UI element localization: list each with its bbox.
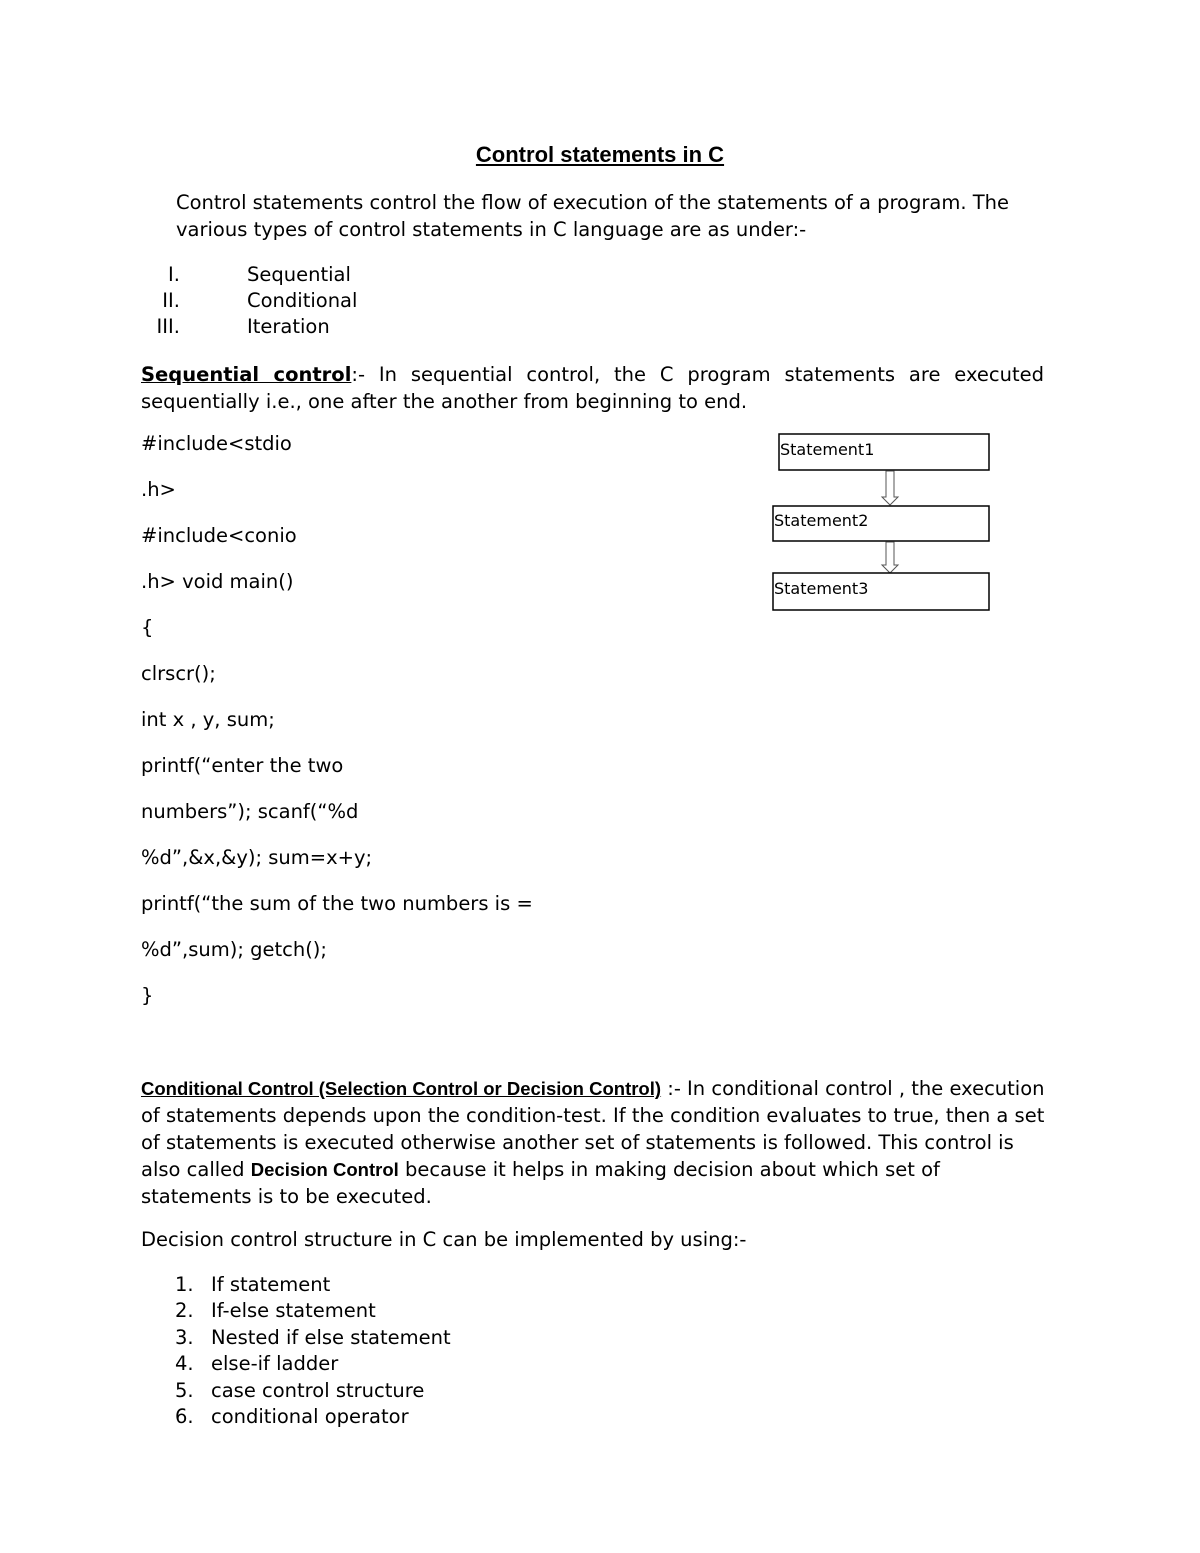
intro-paragraph: Control statements control the flow of execution of the statements of a program. The various types of control statements in C language are as under:- bbox=[176, 191, 1009, 241]
list-label: If-else statement bbox=[211, 1299, 376, 1323]
code-line: numbers”); scanf(“%d bbox=[141, 800, 359, 823]
decision-control-bold: Decision Control bbox=[250, 1159, 399, 1180]
list-number: III. bbox=[156, 315, 180, 338]
list-item bbox=[175, 1404, 451, 1430]
list-number: 4. bbox=[175, 1352, 194, 1376]
sequential-sep: :- bbox=[351, 363, 365, 386]
list-label: If statement bbox=[211, 1273, 331, 1296]
list-number: 1. bbox=[175, 1273, 194, 1296]
code-line: { bbox=[141, 616, 154, 639]
code-line: printf(“enter the two bbox=[141, 754, 344, 777]
list-item bbox=[175, 1325, 451, 1351]
list-label: Sequential bbox=[247, 263, 351, 286]
list-label: Iteration bbox=[247, 315, 330, 338]
conditional-heading: Conditional Control (Selection Control or Decision Control) bbox=[141, 1078, 662, 1099]
code-line: %d”,sum); getch(); bbox=[141, 938, 327, 961]
list-label: conditional operator bbox=[211, 1404, 409, 1428]
list-item bbox=[175, 1378, 451, 1404]
list-label: Nested if else statement bbox=[211, 1325, 451, 1349]
sequential-heading: Sequential control bbox=[141, 363, 352, 386]
flow-box-3-label: Statement3 bbox=[774, 579, 869, 598]
list-label: case control structure bbox=[211, 1378, 425, 1402]
conditional-text-1: :- In conditional control , the execution of statements depends upon the condition-test. If the condition evaluates to true, then a set of statements is executed otherwise another set of statements is followed. This control is also called bbox=[141, 1077, 1045, 1181]
decision-list bbox=[175, 1272, 451, 1430]
conditional-text-2: because it helps in making decision about which set of statements is to be executed. bbox=[141, 1158, 940, 1208]
list-number: 5. bbox=[175, 1378, 194, 1402]
list-number: II. bbox=[162, 289, 180, 312]
code-block bbox=[141, 431, 533, 1029]
list-item bbox=[175, 1272, 451, 1298]
code-line: .h> void main() bbox=[141, 570, 294, 593]
list-item bbox=[175, 1351, 451, 1377]
conditional-paragraph bbox=[141, 1075, 1051, 1210]
list-item bbox=[175, 1298, 451, 1324]
list-number: 2. bbox=[175, 1299, 194, 1323]
flow-box-1-label: Statement1 bbox=[780, 440, 875, 459]
sequential-text: In sequential control, the C program statements are executed sequentially i.e., one after the another from beginning to end. bbox=[141, 363, 1044, 413]
code-line: } bbox=[141, 984, 154, 1007]
list-number: I. bbox=[168, 263, 180, 286]
flow-arrow-1 bbox=[882, 471, 898, 505]
code-line: printf(“the sum of the two numbers is = bbox=[141, 892, 533, 915]
decision-intro: Decision control structure in C can be implemented by using:- bbox=[141, 1228, 747, 1251]
flow-box-2-label: Statement2 bbox=[774, 511, 869, 530]
list-number: 6. bbox=[175, 1404, 194, 1428]
list-label: Conditional bbox=[247, 289, 358, 312]
code-line: int x , y, sum; bbox=[141, 708, 275, 731]
code-line: #include<stdio bbox=[141, 432, 292, 455]
code-line: clrscr(); bbox=[141, 662, 216, 685]
flow-diagram bbox=[760, 425, 1000, 615]
page-title: Control statements in C bbox=[475, 142, 725, 167]
list-number: 3. bbox=[175, 1325, 194, 1349]
list-label: else-if ladder bbox=[211, 1352, 339, 1376]
code-line: .h> bbox=[141, 478, 176, 501]
code-line: %d”,&x,&y); sum=x+y; bbox=[141, 846, 373, 869]
code-line: #include<conio bbox=[141, 524, 297, 547]
sequential-paragraph bbox=[141, 361, 1044, 415]
flow-arrow-2 bbox=[882, 542, 898, 573]
